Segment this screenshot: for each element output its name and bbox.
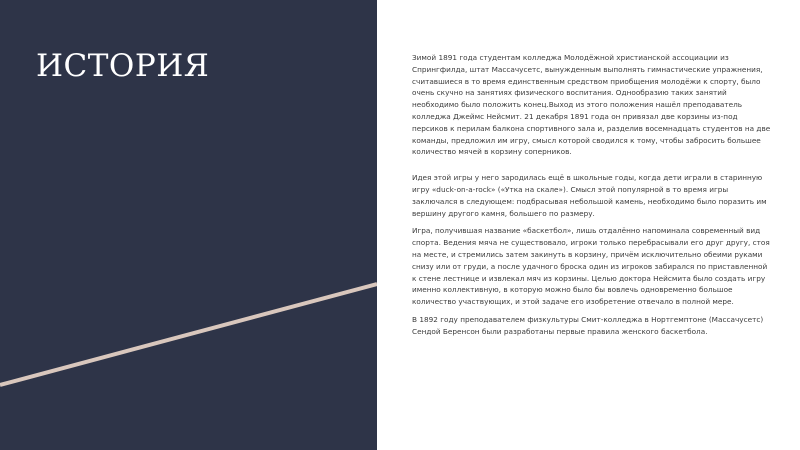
- paragraph: Игра, получившая название «баскетбол», лишь отдалённо напоминала современный вид спорта. Ведения мяча не существовало, игроки только перебрасывали его друг другу, стоя на месте, и стремились затем закинуть в корзину, причём исключительно обеими руками снизу или от груди, а после удачного броска один из игроков забирался по приставленной к стене лестнице и извлекал мяч из корзины. Целью доктора Нейсмита было создать игру именно коллективную, в которую можно было бы вовлечь одновременно большое количество участвующих, и этой задаче его изобретение отвечало в полной мере.: [412, 226, 770, 307]
- body-text: [412, 52, 772, 344]
- slide-title: ИСТОРИЯ: [36, 48, 210, 84]
- paragraph: Зимой 1891 года студентам колледжа Молодёжной христианской ассоциации из Спрингфилда, штат Массачусетс, вынужденным выполнять гимнастические упражнения, считавшиеся в то время единственным средством приобщения молодёжи к спорту, было очень скучно на занятиях физического воспитания. Однообразию таких занятий необходимо было положить конец.Выход из этого положения нашёл преподаватель колледжа Джеймс Нейсмит. 21 декабря 1891 года он привязал две корзины из-под персиков к перилам балкона спортивного зала и, разделив восемнадцать студентов на две команды, предложил им игру, смысл которой сводился к тому, чтобы забросить большее количество мячей в корзину соперников.: [412, 53, 771, 157]
- paragraph: Идея этой игры у него зародилась ещё в школьные годы, когда дети играли в старинную игру «duck-on-a-rock» («Утка на скале»). Смысл этой популярной в то время игры заключался в следующем: подбрасывая небольшой камень, необходимо было поразить им вершину другого камня, большего по размеру.: [412, 173, 767, 218]
- paragraph: В 1892 году преподавателем физкультуры Смит-колледжа в Нортгемптоне (Массачусетс) Сендой Беренсон были разработаны первые правила женского баскетбола.: [412, 314, 764, 336]
- title-panel: [0, 0, 377, 450]
